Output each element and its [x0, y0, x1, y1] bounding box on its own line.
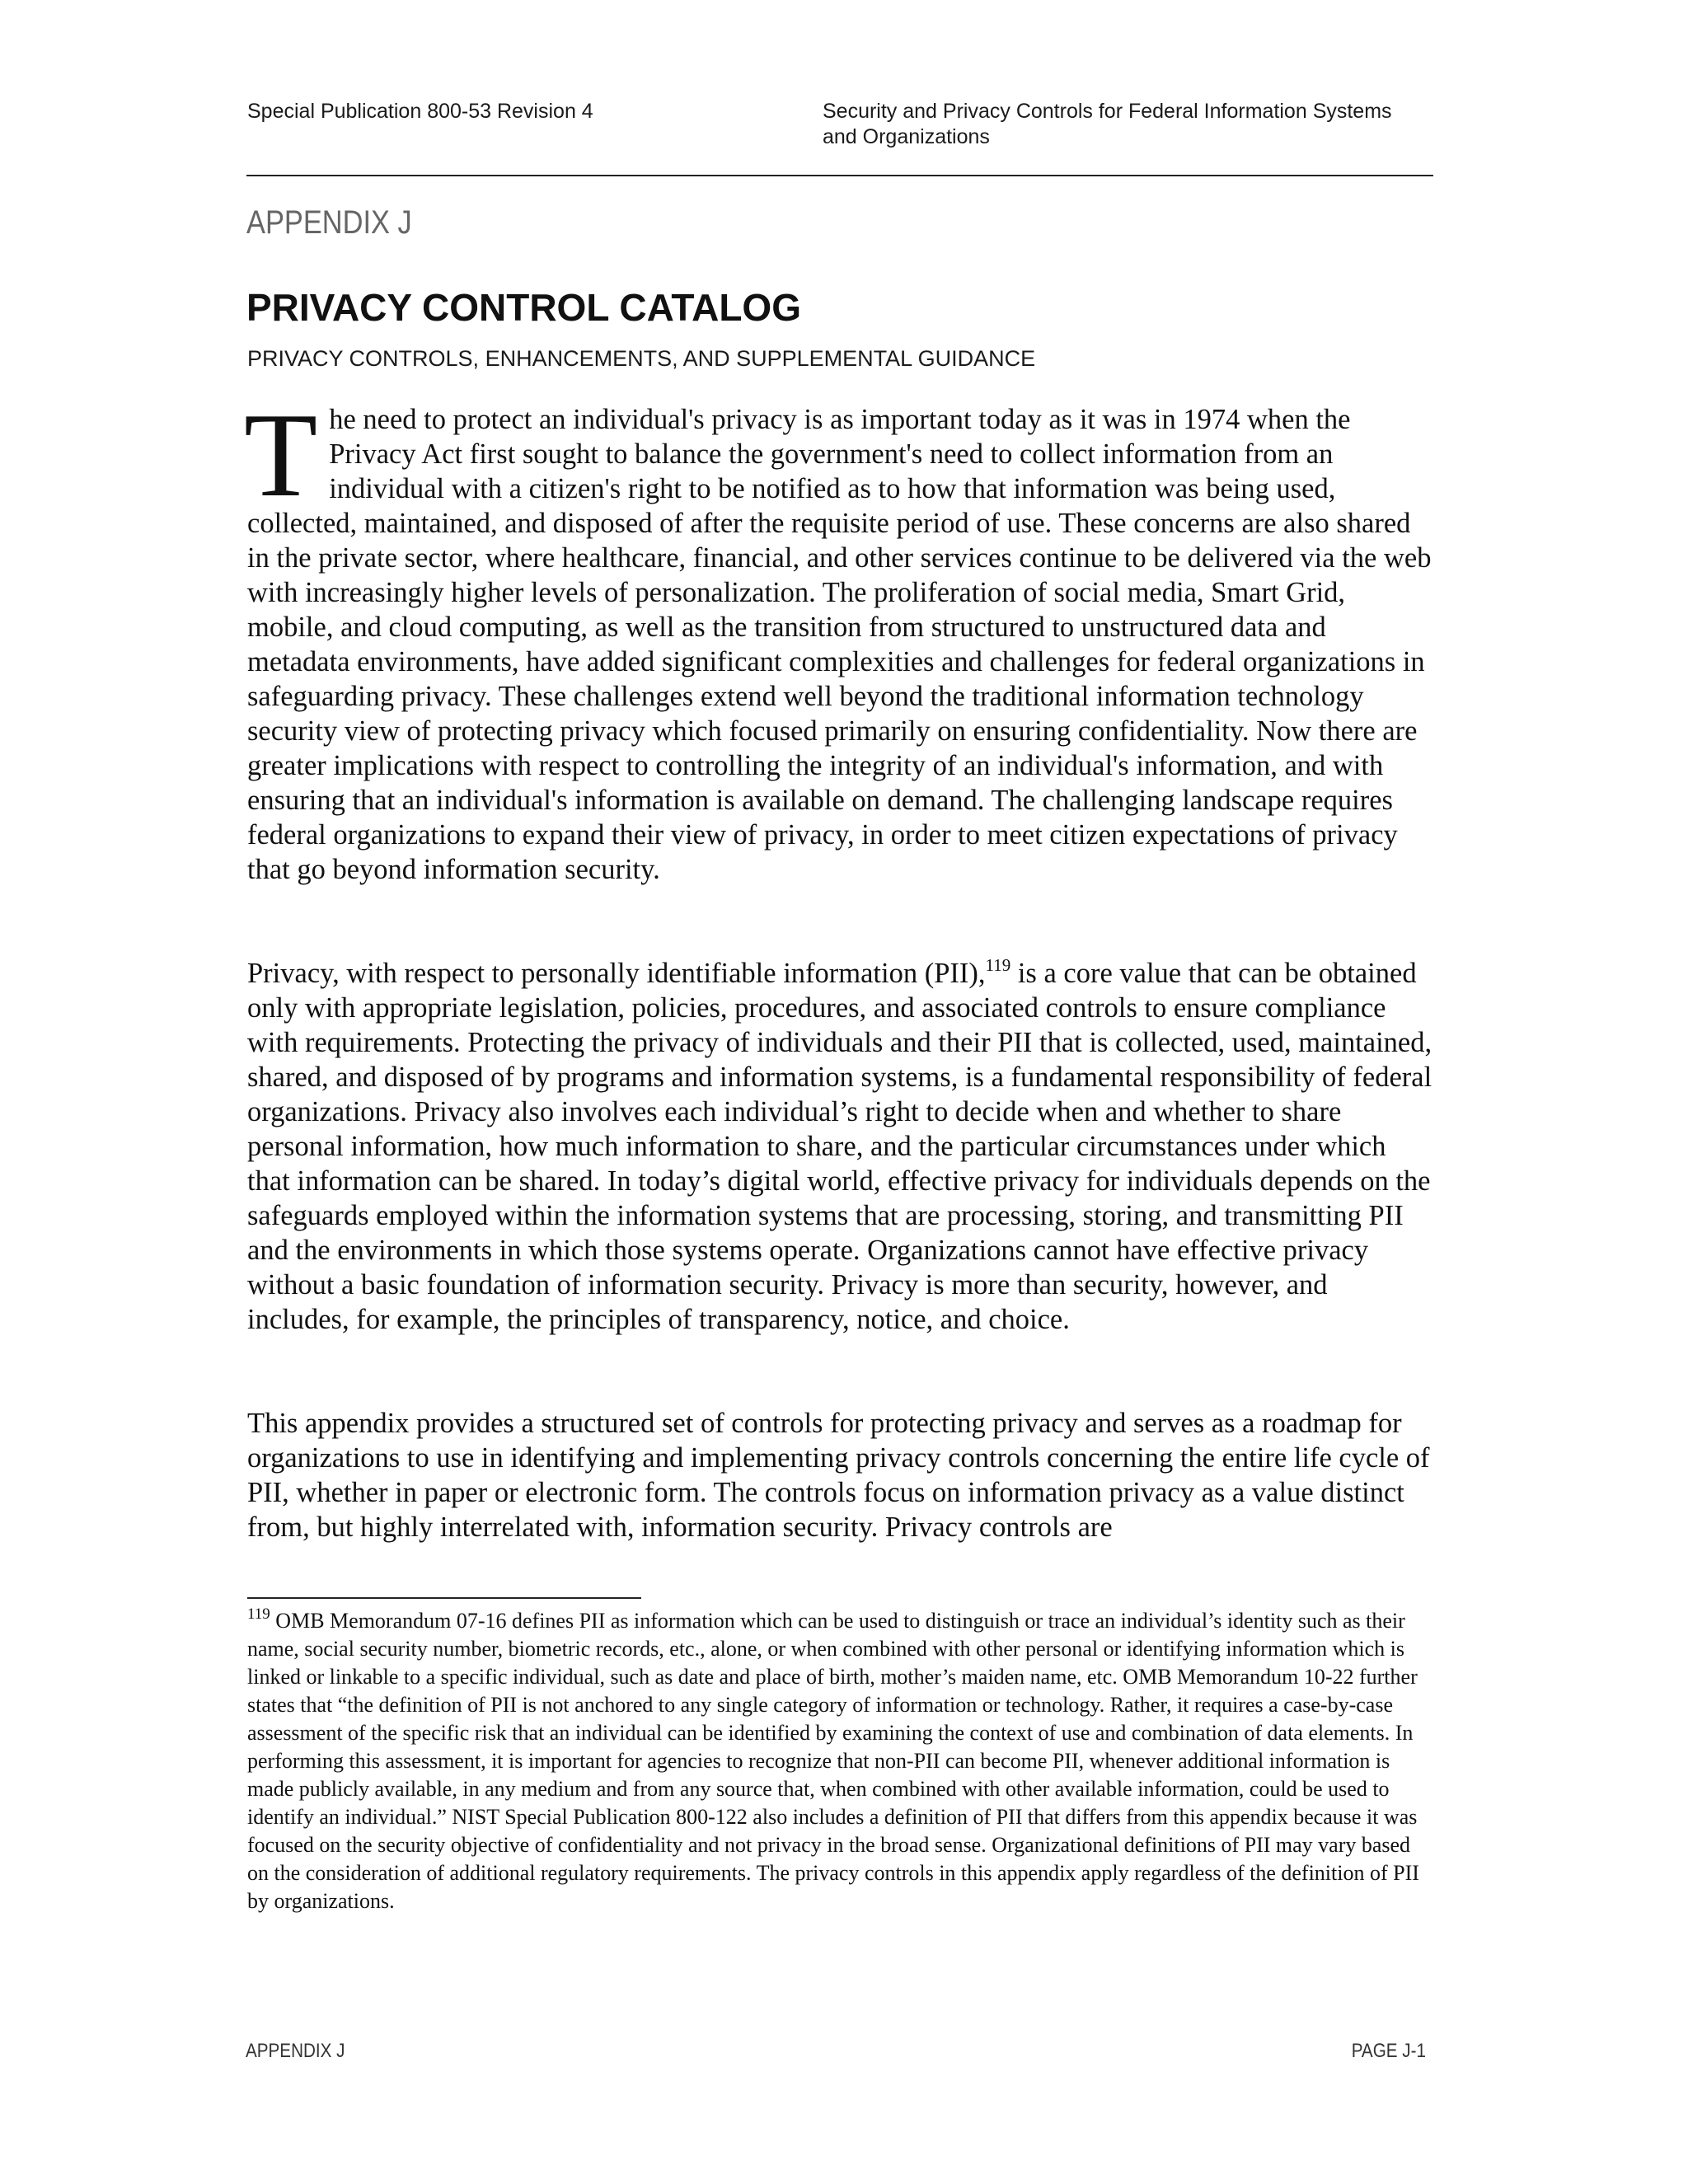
footnote [247, 1607, 1434, 1915]
footnote-reference[interactable]: 119 [985, 955, 1011, 975]
footnote-text: OMB Memorandum 07-16 defines PII as information which can be used to distinguish or trace an individual’s identity such as their name, social security number, biometric records, etc., alone, or when combined with other personal or identifying information which is linked or linkable to a specific individual, such as date and place of birth, mother’s maiden name, etc. OMB Memorandum 10-22 further states that “the definition of PII is not anchored to any single category of information or technology. Rather, it requires a case-by-case assessment of the specific risk that an individual can be identified by examining the context of use and combination of data elements. In performing this assessment, it is important for agencies to recognize that non-PII can become PII, whenever additional information is made publicly available, in any medium and from any source that, when combined with other available information, could be used to identify an individual.” NIST Special Publication 800-122 also includes a definition of PII that differs from this appendix because it was focused on the security objective of confidentiality and not privacy in the broad sense. Organizational definitions of PII may vary based on the consideration of additional regulatory requirements. The privacy controls in this appendix apply regardless of the definition of PII by organizations. [247, 1609, 1419, 1913]
running-header-right [823, 99, 1449, 150]
drop-cap: T [244, 388, 318, 522]
appendix-label: APPENDIX J [246, 204, 412, 241]
running-header-right-line1: Security and Privacy Controls for Federal Information Systems [823, 100, 1392, 123]
page-number: PAGE J-1 [1351, 2040, 1426, 2062]
page-title: PRIVACY CONTROL CATALOG [246, 286, 801, 329]
body-paragraph-2-rest: is a core value that can be obtained only with appropriate legislation, policies, procedures, and associated controls to ensure compliance with requirements. Protecting the privacy of individuals and their PII that is collected, used, maintained, shared, and disposed of by programs and information systems, is a fundamental responsibility of federal organizations. Privacy also involves each individual’s right to decide when and whether to share personal information, how much information to share, and the particular circumstances under which that information can be shared. In today’s digital world, effective privacy for individuals depends on the safeguards employed within the information systems that are processing, storing, and transmitting PII and the environments in which those systems operate. Organizations cannot have effective privacy without a basic foundation of information security. Privacy is more than security, however, and includes, for example, the principles of transparency, notice, and choice. [247, 958, 1432, 1335]
body-paragraph-3: This appendix provides a structured set of controls for protecting privacy and serves as a roadmap for organizations to use in identifying and implementing privacy controls concerning the entire life cycle of PII, whether in paper or electronic form. The controls focus on information privacy as a value distinct from, but highly interrelated with, information security. Privacy controls are [247, 1408, 1430, 1543]
running-header-left: Special Publication 800-53 Revision 4 [247, 100, 593, 123]
header-divider [246, 175, 1433, 176]
running-header-right-line2: and Organizations [823, 125, 990, 148]
footnote-number: 119 [247, 1605, 270, 1623]
page-subtitle: PRIVACY CONTROLS, ENHANCEMENTS, AND SUPPLEMENTAL GUIDANCE [247, 346, 1036, 371]
body-paragraph-2-start: Privacy, with respect to personally identifiable information (PII), [247, 958, 986, 989]
page-footer-left: APPENDIX J [246, 2040, 345, 2062]
body-paragraph-1 [244, 388, 1434, 887]
body-paragraph-2 [247, 956, 1434, 1337]
body-paragraph-1-text: he need to protect an individual's privacy is as important today as it was in 1974 when the Privacy Act first sought to balance the government's need to collect information from an individual with a citizen's right to be notified as to how that information was being used, collected, maintained, and disposed of after the requisite period of use. These concerns are also shared in the private sector, where healthcare, financial, and other services continue to be delivered via the web with increasingly higher levels of personalization. The proliferation of social media, Smart Grid, mobile, and cloud computing, as well as the transition from structured to unstructured data and metadata environments, have added significant complexities and challenges for federal organizations in safeguarding privacy. These challenges extend well beyond the traditional information technology security view of protecting privacy which focused primarily on ensuring confidentiality. Now there are greater implications with respect to controlling the integrity of an individual's information, and with ensuring that an individual's information is available on demand. The challenging landscape requires federal organizations to expand their view of privacy, in order to meet citizen expectations of privacy that go beyond information security. [247, 404, 1432, 885]
footnote-divider [247, 1597, 641, 1599]
